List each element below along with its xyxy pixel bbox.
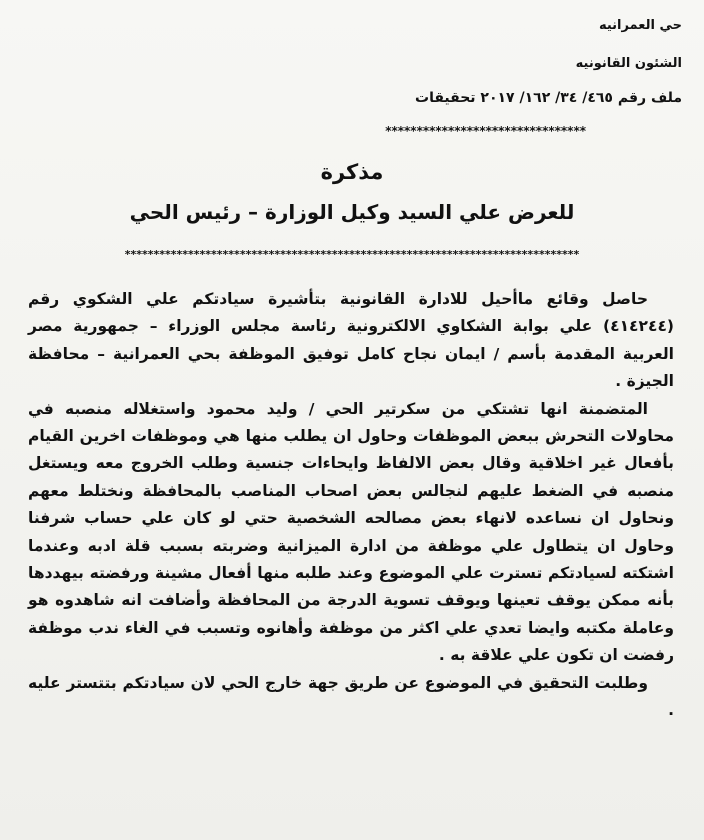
short-separator: ********************************	[385, 124, 586, 138]
paragraph-complaint-reference: حاصل وقائع ماأحيل للادارة القانونية بتأشيرة سيادتكم علي الشكوي رقم (٤١٤٢٤٤) علي بوابة الشكاوي الالكترونية رئاسة مجلس الوزراء – جمهورية مصر العربية المقدمة بأسم / ايمان نجاح كامل توفيق الموظفة بحي العمرانية – محافظة الجيزة .	[28, 290, 674, 391]
long-separator: *******************************************************************************	[124, 248, 580, 261]
department-name: الشئون القانونيه	[575, 56, 682, 71]
memo-body	[28, 286, 674, 725]
file-number: ملف رقم ٤٦٥/ ٣٤/ ١٦٢/ ٢٠١٧ تحقيقات	[415, 90, 682, 106]
paragraph-investigation-request: وطلبت التحقيق في الموضوع عن طريق جهة خارج الحي لان سيادتكم بتتستر عليه .	[28, 673, 674, 720]
paragraph-complaint-details: المتضمنة انها تشتكي من سكرتير الحي / وليد محمود واستغلاله منصبه في محاولات التحرش ببعض الموظفات وحاول ان يطلب منها هي وموظفات اخرين القيام بأفعال غير اخلاقية وقال بعض الالفاظ وايحاءات جنسية وطلب الخروج معه ويستغل منصبه في الضغط عليهم لنجالس بعض اصحاب المناصب بالمحافظة ونختلط معهم ونحاول ان نساعده لانهاء بعض مصالحه الشخصية حتي لو كان علي حساب شرفنا وحاول ان يتطاول علي موظفة من ادارة الميزانية وضربته بسبب قلة ادبه وعندما اشتكته لسيادتكم تسترت علي الموضوع وعند طلبه منها أفعال مشينة ورفضته بيهددها بأنه ممكن يوقف تعينها ويوقف تسوية الدرجة من المحافظة وأضافت انه شاهدوه هو وعاملة مكتبه وايضا تعدي علي اكثر من موظفة وأهانوه وتسبب في الغاء ندب موظفة رفضت ان تكون علي علاقة به .	[28, 399, 674, 665]
district-name: حي العمرانيه	[598, 18, 682, 33]
memo-title: مذكرة	[320, 160, 384, 184]
memo-subtitle: للعرض علي السيد وكيل الوزارة – رئيس الحي	[129, 200, 575, 224]
